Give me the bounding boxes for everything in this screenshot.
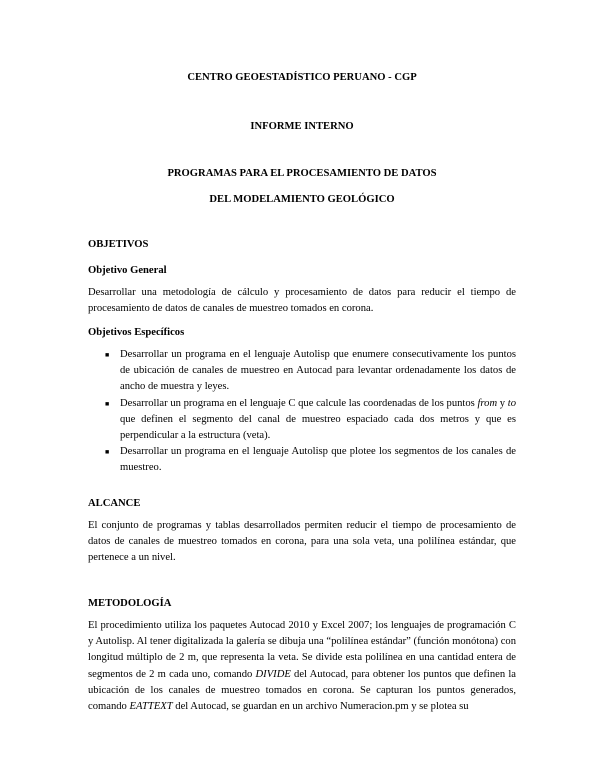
report-title-line-1: PROGRAMAS PARA EL PROCESAMIENTO DE DATOS	[167, 168, 437, 179]
metodologia-text: El procedimiento utiliza los paquetes Autocad 2010 y Excel 2007; los lenguajes de programación C y Autolisp. Al tener digitalizada la galería se dibuja una “polilínea estándar” (función monótona) con longitud múltiplo de 2 m, que representa la veta. Se divide esta polilínea en una cantidad entera de segmentos de 2 m cada uno, comando DIVIDE del Autocad, para obtener los puntos que definen la ubicación de los canales de muestreo tomados en corona. Se capturan los puntos generados, comando EATTEXT del Autocad, se guardan en un archivo Numeracion.pm y se plotea su	[88, 620, 516, 713]
objetivos-heading: OBJETIVOS	[88, 239, 149, 250]
alcance-text: El conjunto de programas y tablas desarrollados permiten reducir el tiempo de procesamiento de datos de canales de muestreo tomados en corona, para una sola veta, una polilínea estándar, que pertenece a un nivel.	[88, 520, 516, 564]
list-item: ■ Desarrollar un programa en el lenguaje Autolisp que plotee los segmentos de los canales de muestreo.	[105, 446, 516, 474]
institution-title: CENTRO GEOESTADÍSTICO PERUANO - CGP	[187, 72, 417, 83]
report-title-line-2: DEL MODELAMIENTO GEOLÓGICO	[209, 194, 395, 205]
list-item: ■ Desarrollar un programa en el lenguaje Autolisp que enumere consecutivamente los puntos de ubicación de canales de muestreo en Autocad para levantar ordenadamente los datos de ancho de muestra y leyes.	[105, 349, 516, 393]
bullet-icon: ■	[105, 448, 110, 457]
alcance-heading: ALCANCE	[88, 498, 141, 509]
bullet-icon: ■	[105, 399, 110, 408]
metodologia-heading: METODOLOGÍA	[88, 598, 172, 609]
list-item: ■ Desarrollar un programa en el lenguaje C que calcule las coordenadas de los puntos from y to que definen el segmento del canal de muestreo espaciado cada dos metros y que es perpendicular a la estructura (veta).	[105, 397, 517, 442]
objetivos-especificos-heading: Objetivos Específicos	[88, 327, 185, 338]
objetivo-general-heading: Objetivo General	[88, 265, 167, 276]
bullet-icon: ■	[105, 351, 110, 359]
objetivo-general-text: Desarrollar una metodología de cálculo y procesamiento de datos para reducir el tiempo de procesamiento de datos de canales de muestreo tomados en corona.	[88, 287, 516, 315]
objetivos-especificos-list	[88, 347, 516, 477]
document-type: INFORME INTERNO	[250, 121, 354, 132]
